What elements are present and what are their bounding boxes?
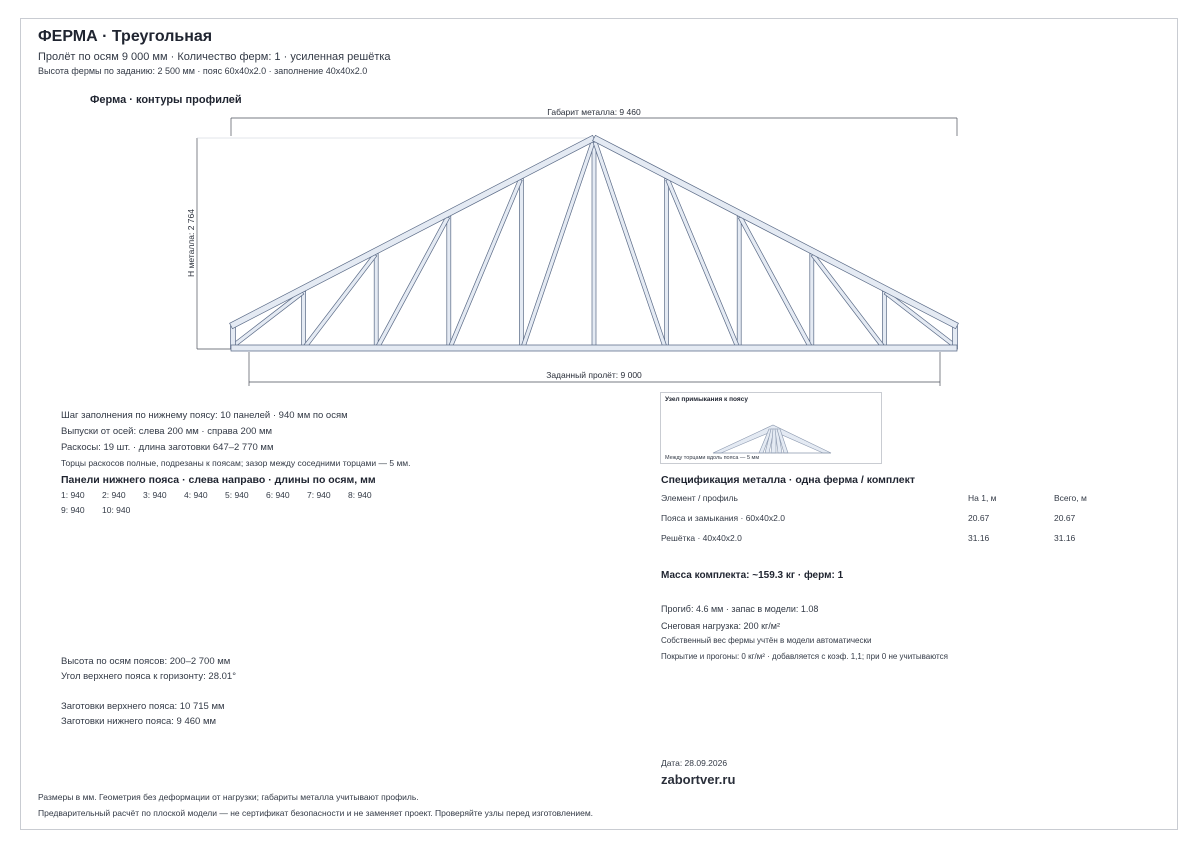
truss-bottom-chord	[231, 345, 957, 351]
truss-vertical	[882, 291, 886, 346]
panel-item: 4: 940	[184, 490, 208, 500]
deflection-text: Прогиб: 4.6 мм · запас в модели: 1.08	[661, 604, 819, 614]
span-label: Заданный пролёт: 9 000	[546, 370, 642, 380]
panel-item: 3: 940	[143, 490, 167, 500]
braces-text: Раскосы: 19 шт. · длина заготовки 647–2 770 мм	[61, 442, 274, 453]
panel-item: 1: 940	[61, 490, 85, 500]
self-weight-text: Собственный вес фермы учтён в модели автоматически	[661, 636, 872, 645]
truss-vertical	[665, 179, 669, 346]
spec-cell-element: Решётка · 40x40x2.0	[661, 533, 742, 543]
mass-total: Масса комплекта: ~159.3 кг · ферм: 1	[661, 570, 844, 581]
spec-header-element: Элемент / профиль	[661, 493, 738, 503]
spec-cell-element: Пояса и замыкания · 60x40x2.0	[661, 513, 785, 523]
truss-vertical	[447, 216, 451, 346]
panel-item: 10: 940	[102, 505, 131, 515]
bottom-blanks-text: Заготовки нижнего пояса: 9 460 мм	[61, 716, 217, 727]
metal-width-label: Габарит металла: 9 460	[547, 107, 641, 117]
spec-cell-total: 31.16	[1054, 533, 1076, 543]
truss-vertical	[302, 291, 306, 346]
angle-text: Угол верхнего пояса к горизонту: 28.01°	[61, 671, 236, 682]
panel-item: 9: 940	[61, 505, 85, 515]
spec-cell-per-one: 20.67	[968, 513, 990, 523]
roofing-text: Покрытие и прогоны: 0 кг/м² · добавляется с коэф. 1,1; при 0 не учитываются	[661, 652, 948, 661]
spec-header-total: Всего, м	[1054, 493, 1087, 503]
panel-item: 2: 940	[102, 490, 126, 500]
overhangs-text: Выпуски от осей: слева 200 мм · справа 200 мм	[61, 426, 273, 437]
footer-note-dimensions: Размеры в мм. Геометрия без деформации от нагрузки; габариты металла учитывают профиль.	[38, 792, 419, 802]
truss-diagonal	[738, 216, 811, 347]
inset-title: Узел примыкания к поясу	[665, 396, 748, 403]
snow-load-text: Снеговая нагрузка: 200 кг/м²	[661, 621, 780, 631]
header-subtitle: Пролёт по осям 9 000 мм · Количество ферм: 1 · усиленная решётка	[38, 51, 391, 63]
panels-title: Панели нижнего пояса · слева направо · длины по осям, мм	[61, 474, 376, 486]
truss-vertical	[374, 254, 378, 346]
fill-step-text: Шаг заполнения по нижнему поясу: 10 панелей · 940 мм по осям	[61, 410, 348, 421]
panel-item: 5: 940	[225, 490, 249, 500]
panels-list	[61, 490, 401, 520]
spec-title: Спецификация металла · одна ферма / комплект	[661, 474, 916, 486]
truss-vertical	[592, 141, 596, 346]
truss-vertical	[519, 179, 523, 346]
node-detail-inset	[660, 392, 882, 464]
footer-note-disclaimer: Предварительный расчёт по плоской модели — не сертификат безопасности и не заменяет проект. Проверяйте узлы перед изготовлением.	[38, 808, 594, 818]
date-text: Дата: 28.09.2026	[661, 758, 728, 768]
truss-diagonal	[376, 216, 449, 347]
drawing-title: Ферма · контуры профилей	[90, 94, 242, 106]
truss-vertical	[737, 216, 741, 346]
top-blanks-text: Заготовки верхнего пояса: 10 715 мм	[61, 701, 225, 712]
panel-item: 6: 940	[266, 490, 290, 500]
node-detail-sketch	[661, 393, 881, 463]
truss-profiles	[230, 135, 959, 351]
truss-drawing	[0, 0, 1200, 400]
page-title: ФЕРМА · Треугольная	[38, 28, 213, 45]
panel-item: 8: 940	[348, 490, 372, 500]
truss-vertical	[810, 254, 814, 346]
panel-item: 7: 940	[307, 490, 331, 500]
metal-height-label: Н металла: 2 764	[186, 209, 196, 277]
site-brand: zabortver.ru	[661, 772, 736, 787]
header-details: Высота фермы по заданию: 2 500 мм · пояс 60x40x2.0 · заполнение 40x40x2.0	[38, 66, 368, 76]
brace-ends-text: Торцы раскосов полные, подрезаны к поясам; зазор между соседними торцами — 5 мм.	[61, 458, 411, 468]
spec-cell-per-one: 31.16	[968, 533, 990, 543]
heights-text: Высота по осям поясов: 200–2 700 мм	[61, 656, 231, 667]
inset-caption: Между торцами вдоль пояса — 5 мм	[665, 455, 760, 461]
spec-cell-total: 20.67	[1054, 513, 1076, 523]
spec-header-per-one: На 1, м	[968, 493, 997, 503]
